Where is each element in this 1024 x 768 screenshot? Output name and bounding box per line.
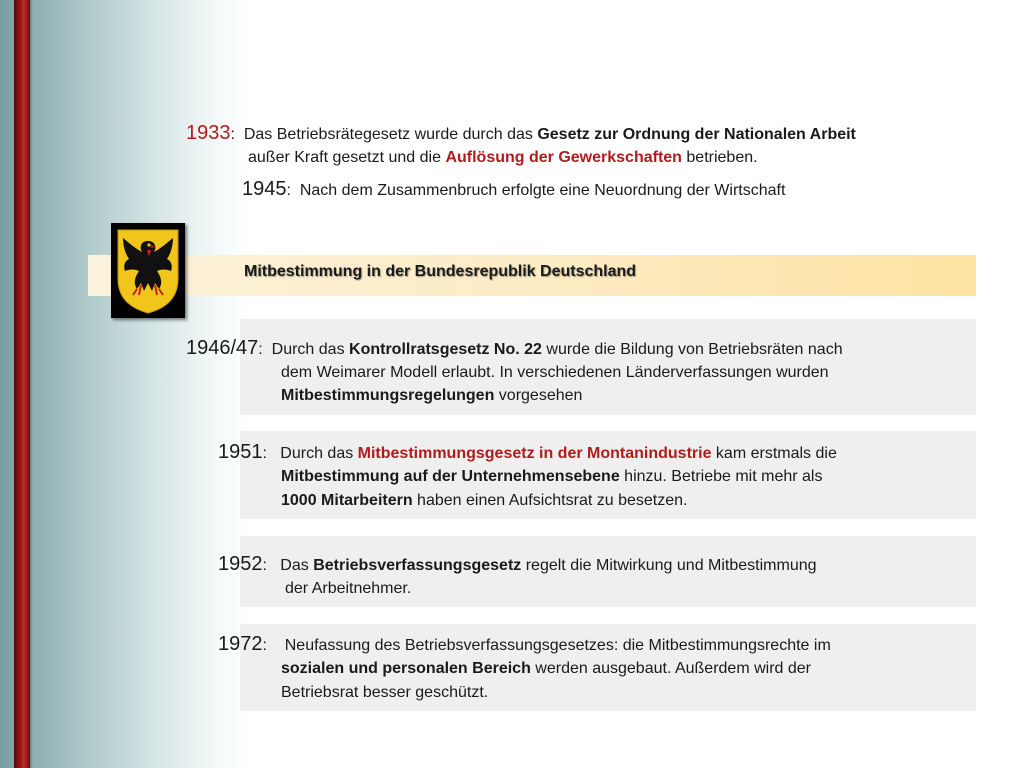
entry-1952-line-1: 1952: Das Betriebsverfassungsgesetz regelt die Mitwirkung und Mitbestimmung	[218, 553, 817, 575]
year-1952: 1952	[218, 553, 263, 575]
section-banner-title: Mitbestimmung in der Bundesrepublik Deutschland	[244, 263, 637, 280]
eagle-icon	[111, 223, 185, 318]
year-1946-47: 1946/47	[186, 337, 259, 359]
entry-1933-line-2: außer Kraft gesetzt und die Auflösung der Gewerkschaften betrieben.	[248, 149, 758, 166]
entry-1952-line-2: der Arbeitnehmer.	[285, 580, 412, 597]
year-1933: 1933	[186, 122, 231, 144]
entry-1946-line-3: Mitbestimmungsregelungen vorgesehen	[281, 387, 583, 404]
entry-1972-line-2: sozialen und personalen Bereich werden ausgebaut. Außerdem wird der	[281, 660, 811, 677]
entry-1951-line-1: 1951: Durch das Mitbestimmungsgesetz in der Montanindustrie kam erstmals die	[218, 441, 837, 463]
entry-1951-line-2: Mitbestimmung auf der Unternehmensebene hinzu. Betriebe mit mehr als	[281, 468, 823, 485]
entry-1972-line-3: Betriebsrat besser geschützt.	[281, 684, 489, 701]
entry-1946-line-2: dem Weimarer Modell erlaubt. In verschiedenen Länderverfassungen wurden	[281, 364, 829, 381]
entry-1945: 1945: Nach dem Zusammenbruch erfolgte eine Neuordnung der Wirtschaft	[242, 178, 786, 200]
entry-1951-line-3: 1000 Mitarbeitern haben einen Aufsichtsrat zu besetzen.	[281, 492, 688, 509]
year-1972: 1972	[218, 633, 263, 655]
entry-1933-line-1: 1933: Das Betriebsrätegesetz wurde durch das Gesetz zur Ordnung der Nationalen Arbeit	[186, 122, 856, 144]
side-gradient	[0, 0, 250, 768]
coat-of-arms	[111, 223, 185, 318]
entry-1972-line-1: 1972: Neufassung des Betriebsverfassungsgesetzes: die Mitbestimmungsrechte im	[218, 633, 831, 655]
red-stripe	[14, 0, 30, 768]
year-1951: 1951	[218, 441, 263, 463]
year-1945: 1945	[242, 178, 287, 200]
entry-1946-line-1: 1946/47: Durch das Kontrollratsgesetz No. 22 wurde die Bildung von Betriebsräten nach	[186, 337, 843, 359]
